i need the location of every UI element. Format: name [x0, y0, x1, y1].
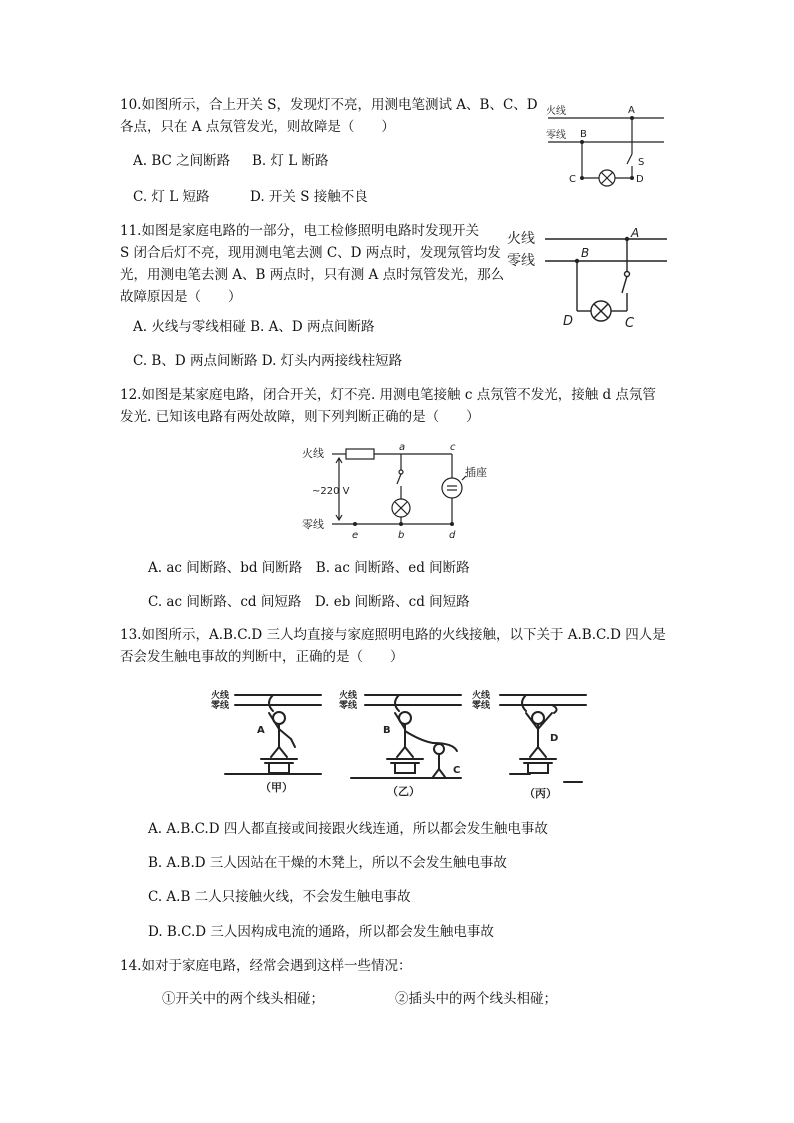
q10-fig-point-c: C: [569, 174, 576, 185]
q13-fig2-caption: （乙）: [387, 785, 420, 798]
q13-figure-bing: [470, 685, 590, 800]
q13-fig1-live-label: 火线: [211, 691, 230, 701]
q13-fig2-person-c: C: [453, 765, 461, 776]
q12-circuit-figure: [300, 442, 487, 542]
q13-option-a: A. A.B.C.D 四人都直接或间接跟火线连通，所以都会发生触电事故: [148, 821, 548, 837]
q13-fig2-neutral-label: 零线: [339, 701, 358, 711]
q10-stem-line1: 10.如图所示，合上开关 S，发现灯不亮，用测电笔测试 A、B、C、D: [120, 97, 538, 113]
q13-fig1-person-a: A: [257, 725, 265, 736]
q12-fig-voltage-label: ~220 V: [312, 486, 350, 497]
q12-fig-point-a: a: [399, 442, 406, 453]
q12-options-ab: A. ac 间断路、bd 间断路 B. ac 间断路、ed 间断路: [148, 560, 470, 576]
q12-fig-socket-label: 插座: [465, 466, 487, 479]
q12-stem-line2: 发光. 已知该电路有两处故障，则下列判断正确的是（ ）: [120, 409, 480, 425]
q10-option-a: A. BC 之间断路: [133, 153, 231, 169]
q11-stem-line4: 故障原因是（ ）: [120, 289, 242, 305]
q12-fig-point-c: c: [450, 442, 456, 453]
q11-stem-line1: 11.如图是家庭电路的一部分，电工检修照明电路时发现开关: [120, 223, 479, 239]
q13-fig2-live-label: 火线: [339, 691, 358, 701]
q10-fig-neutral-label: 零线: [546, 130, 566, 141]
q11-fig-live-label: 火线: [507, 231, 535, 247]
q11-stem-line3: 光，用测电笔去测 A、B 两点时，只有测 A 点时氖管发光，那么: [120, 267, 505, 283]
q13-fig1-neutral-label: 零线: [211, 701, 230, 711]
q13-stem-line1: 13.如图所示，A.B.C.D 三人均直接与家庭照明电路的火线接触，以下关于 A.B.C.D 四人是: [120, 627, 666, 643]
q10-fig-switch-s: S: [638, 157, 645, 168]
q11-fig-point-d: D: [563, 314, 574, 329]
q13-stem-line2: 否会发生触电事故的判断中，正确的是（ ）: [120, 649, 404, 665]
q14-item-2: ②插头中的两个线头相碰；: [395, 991, 557, 1007]
q13-fig1-caption: （甲）: [260, 781, 293, 794]
q11-options-cd: C. B、D 两点间断路 D. 灯头内两接线柱短路: [133, 353, 403, 369]
q10-option-b: B. 灯 L 断路: [252, 153, 329, 169]
q13-option-d: D. B.C.D 三人因构成电流的通路，所以都会发生触电事故: [148, 924, 494, 940]
q12-fig-point-d: d: [449, 530, 456, 541]
q10-option-d: D. 开关 S 接触不良: [250, 189, 368, 205]
q13-figure-yi: [335, 685, 465, 800]
q13-fig3-neutral-label: 零线: [472, 701, 491, 711]
q13-fig3-caption: （丙）: [524, 787, 557, 800]
q10-fig-live-label: 火线: [546, 106, 566, 117]
q12-fig-point-b: b: [398, 530, 405, 541]
q10-stem-line2: 各点，只在 A 点氖管发光，则故障是（ ）: [120, 119, 395, 135]
q12-fig-point-e: e: [352, 530, 359, 541]
q11-circuit-figure: [505, 225, 670, 335]
q11-fig-point-a: A: [631, 226, 640, 240]
q10-option-c: C. 灯 L 短路: [133, 189, 210, 205]
q10-fig-point-d: D: [636, 174, 644, 185]
q13-fig3-person-d: D: [550, 733, 559, 744]
q12-fig-neutral-label: 零线: [302, 518, 324, 531]
q14-item-1: ①开关中的两个线头相碰；: [162, 991, 324, 1007]
q12-fig-live-label: 火线: [302, 447, 324, 460]
q14-stem: 14.如对于家庭电路，经常会遇到这样一些情况：: [120, 958, 412, 974]
q13-option-c: C. A.B 二人只接触火线，不会发生触电事故: [148, 889, 411, 905]
q13-fig2-person-b: B: [383, 725, 391, 736]
q10-fig-point-b: B: [580, 129, 587, 140]
q11-fig-neutral-label: 零线: [507, 253, 535, 269]
q10-circuit-figure: [540, 100, 670, 195]
q13-fig3-live-label: 火线: [472, 691, 491, 701]
q13-figure-jia: [205, 685, 325, 800]
q13-option-b: B. A.B.D 三人因站在干燥的木凳上，所以不会发生触电事故: [148, 855, 507, 871]
q11-fig-point-c: C: [625, 316, 635, 331]
q11-stem-line2: S 闭合后灯不亮，现用测电笔去测 C、D 两点时，发现氖管均发: [120, 245, 501, 261]
q12-stem-line1: 12.如图是某家庭电路，闭合开关，灯不亮. 用测电笔接触 c 点氖管不发光，接触 d 点氖管: [120, 387, 656, 403]
q12-options-cd: C. ac 间断路、cd 间短路 D. eb 间断路、cd 间短路: [148, 594, 470, 610]
q11-options-ab: A. 火线与零线相碰 B. A、D 两点间断路: [133, 319, 375, 335]
q10-fig-point-a: A: [628, 105, 635, 116]
q11-fig-point-b: B: [581, 246, 590, 260]
